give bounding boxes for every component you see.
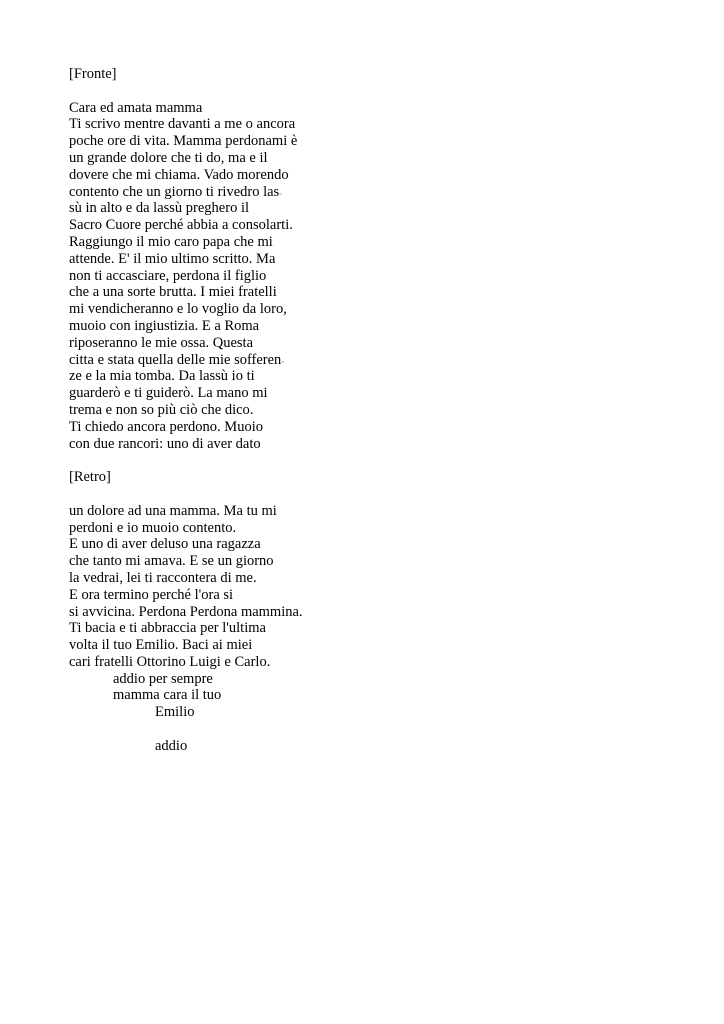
letter-line: Raggiungo il mio caro papa che mi [69, 233, 273, 250]
letter-line: guarderò e ti guiderò. La mano mi [69, 385, 268, 402]
letter-line: ze e la mia tomba. Da lassù io ti [69, 368, 255, 385]
letter-line: che tanto mi amava. E se un giorno [69, 553, 274, 570]
blank-line [69, 452, 669, 469]
letter-line: un grande dolore che ti do, ma e il [69, 149, 268, 166]
hyphen-mark: = [281, 360, 285, 366]
letter-line: poche ore di vita. Mamma perdonami è [69, 133, 298, 150]
letter-line-text: contento che un giorno ti rivedro las [69, 183, 280, 200]
letter-line: non ti accasciare, perdona il figlio [69, 267, 267, 284]
back-label: [Retro] [69, 469, 111, 486]
letter-line: volta il tuo Emilio. Baci ai miei [69, 637, 253, 654]
letter-line-text: citta e stata quella delle mie sofferen [69, 351, 282, 368]
letter-line: la vedrai, lei ti raccontera di me. [69, 569, 257, 586]
blank-line [69, 721, 669, 738]
letter-line: Cara ed amata mamma [69, 99, 203, 116]
letter-line: Ti chiedo ancora perdono. Muoio [69, 418, 263, 435]
letter-line: si avvicina. Perdona Perdona mammina. [69, 603, 303, 620]
letter-line: E ora termino perché l'ora si [69, 586, 234, 603]
letter-line: mi vendicheranno e lo voglio da loro, [69, 301, 287, 318]
letter-line: trema e non so più ciò che dico. [69, 401, 254, 418]
letter-line: perdoni e io muoio contento. [69, 519, 237, 536]
blank-line [69, 486, 669, 503]
letter-line: attende. E' il mio ultimo scritto. Ma [69, 250, 276, 267]
letter-line: un dolore ad una mamma. Ma tu mi [69, 502, 277, 519]
front-label: [Fronte] [69, 66, 117, 82]
letter-line: sù in alto e da lassù preghero il [69, 200, 249, 217]
farewell: addio [155, 737, 188, 754]
letter-line-hyphenated [69, 352, 669, 369]
letter-line: E uno di aver deluso una ragazza [69, 536, 261, 553]
signature: Emilio [155, 704, 195, 721]
letter-line: cari fratelli Ottorino Luigi e Carlo. [69, 653, 271, 670]
letter-line-hyphenated [69, 184, 669, 201]
letter-line: Ti scrivo mentre davanti a me o ancora [69, 116, 296, 133]
blank-line [69, 83, 669, 100]
letter-line: che a una sorte brutta. I miei fratelli [69, 284, 277, 301]
letter-text [69, 66, 669, 755]
letter-line: riposeranno le mie ossa. Questa [69, 334, 254, 351]
closing-line: addio per sempre [113, 670, 213, 687]
letter-line: muoio con ingiustizia. E a Roma [69, 317, 260, 334]
letter-line: Ti bacia e ti abbraccia per l'ultima [69, 620, 266, 637]
letter-line: con due rancori: uno di aver dato [69, 435, 261, 452]
closing-line: mamma cara il tuo [113, 687, 222, 704]
hyphen-mark: = [279, 192, 283, 198]
letter-line: Sacro Cuore perché abbia a consolarti. [69, 217, 293, 234]
letter-line: dovere che mi chiama. Vado morendo [69, 166, 289, 183]
